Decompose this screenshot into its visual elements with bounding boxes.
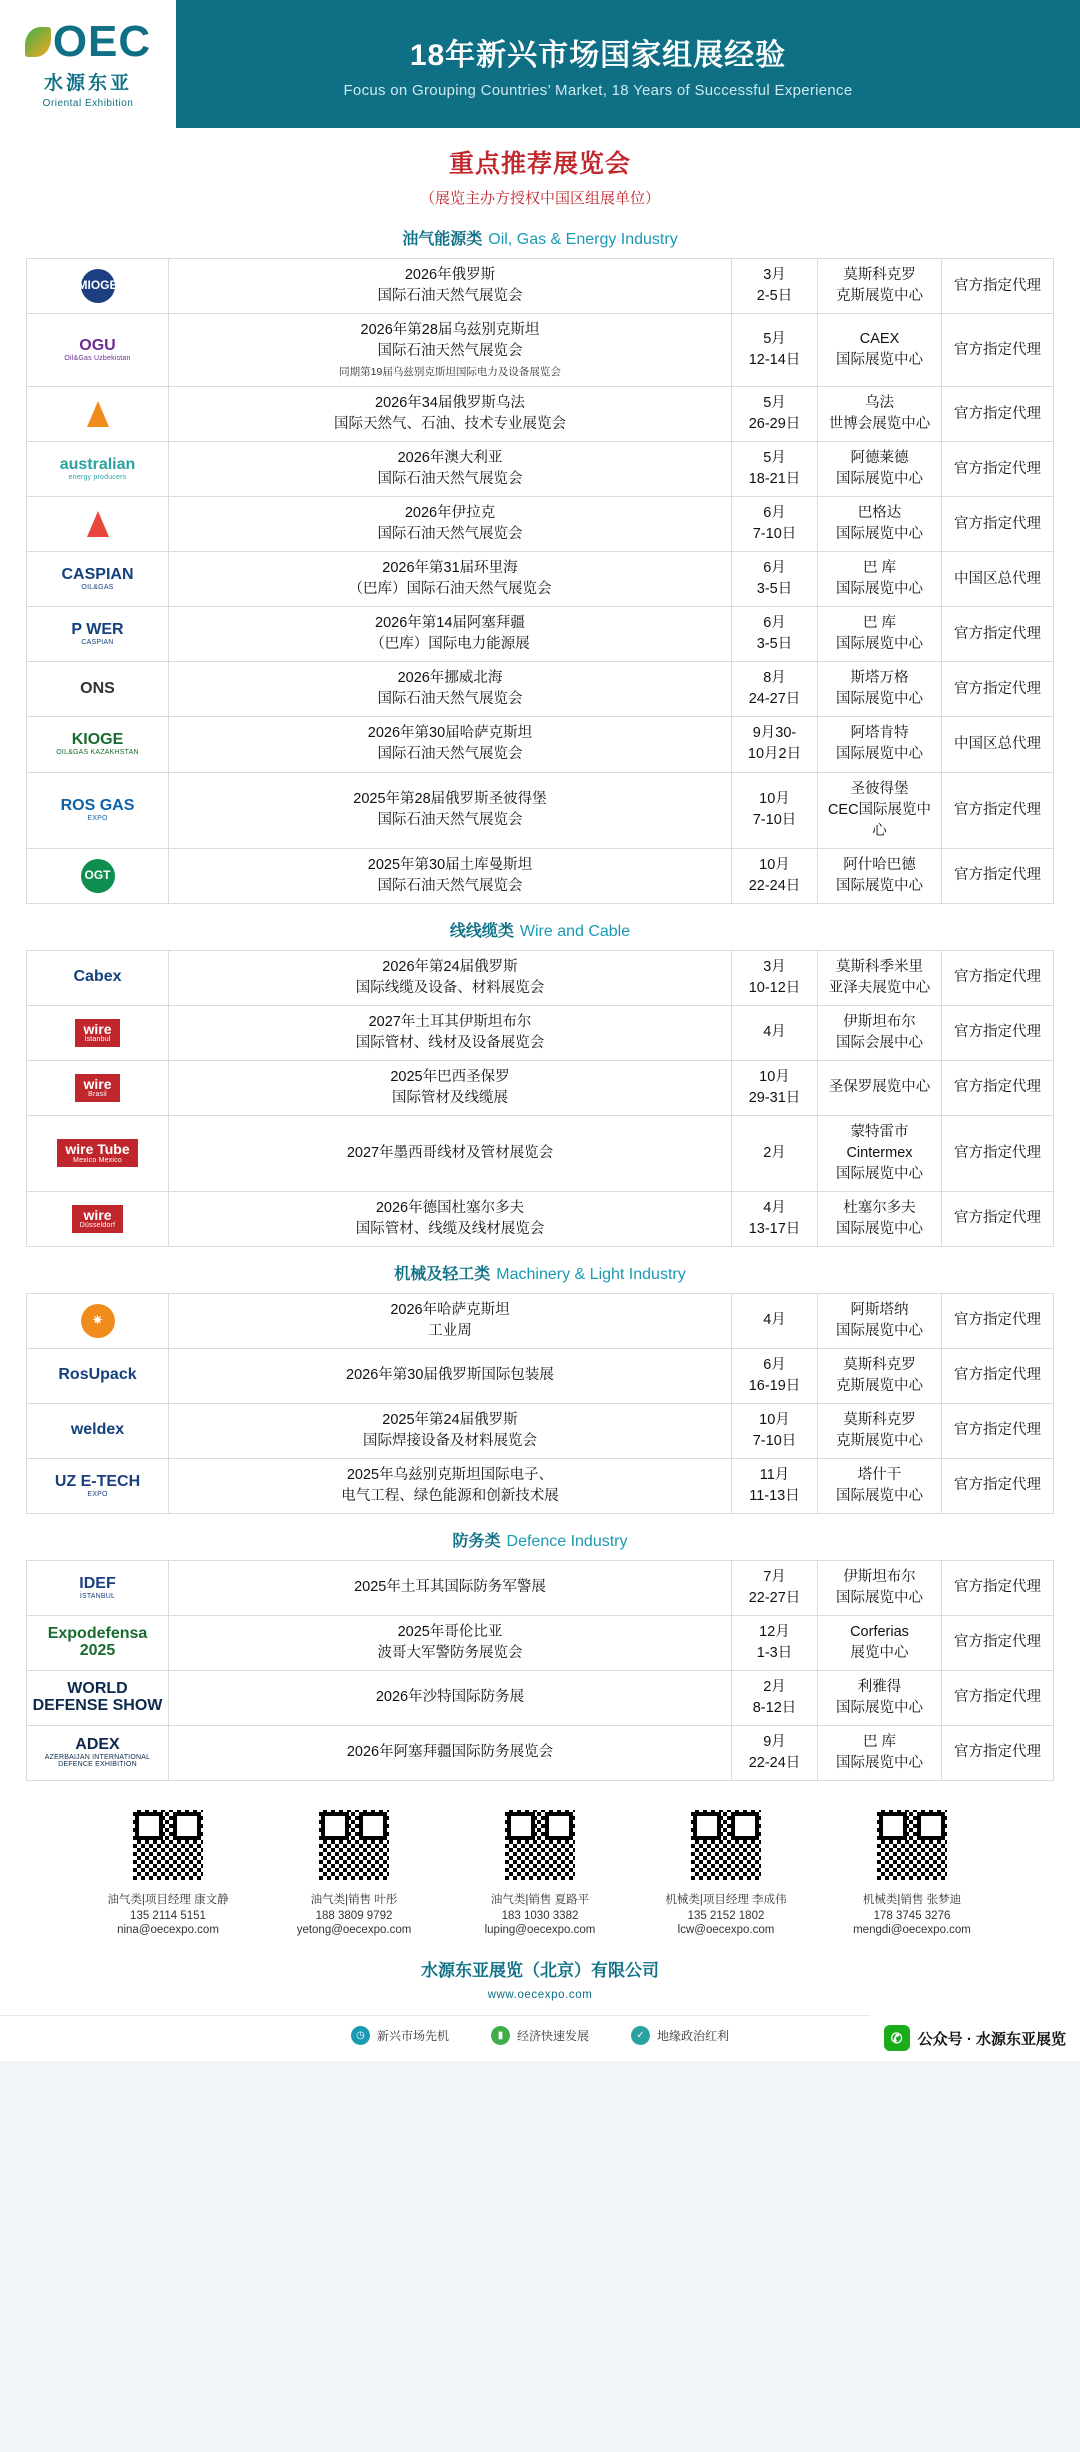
cell-role: 官方指定代理 bbox=[942, 1725, 1054, 1780]
cell-role: 官方指定代理 bbox=[942, 1005, 1054, 1060]
exhibition-logo-icon: OGU Oil&Gas Uzbekistan bbox=[64, 337, 131, 362]
section-heading-1 bbox=[0, 904, 1080, 950]
exhibition-logo-icon: CASPIAN OIL&GAS bbox=[61, 566, 134, 592]
exhibition-logo-icon: RosUpack bbox=[58, 1366, 137, 1384]
flame-icon bbox=[87, 401, 109, 427]
cell-role: 官方指定代理 bbox=[942, 848, 1054, 903]
cell-venue: 阿德莱德 国际展览中心 bbox=[818, 442, 942, 497]
table-row[interactable] bbox=[27, 497, 1054, 552]
exhibition-logo-icon: wire Düsseldorf bbox=[72, 1205, 123, 1233]
contact-card-3 bbox=[651, 1807, 801, 1936]
table-row[interactable] bbox=[27, 442, 1054, 497]
contact-role: 机械类|项目经理 李成伟 bbox=[665, 1894, 787, 1906]
cell-logo bbox=[27, 662, 169, 717]
cell-logo bbox=[27, 1005, 169, 1060]
cell-date: 3月 10-12日 bbox=[732, 950, 818, 1005]
cell-date: 10月 22-24日 bbox=[732, 848, 818, 903]
cell-name: 2025年第24届俄罗斯 国际焊接设备及材料展览会 bbox=[169, 1403, 732, 1458]
exhibition-logo-icon: ADEX AZERBAIJAN INTERNATIONAL DEFENCE EXHIBITION bbox=[44, 1736, 151, 1769]
cell-role: 官方指定代理 bbox=[942, 497, 1054, 552]
cell-name: 2025年哥伦比亚 波哥大军警防务展览会 bbox=[169, 1615, 732, 1670]
cell-logo bbox=[27, 1670, 169, 1725]
contact-phone: 183 1030 3382 bbox=[501, 1910, 579, 1922]
cell-venue: 莫斯科季米里 亚泽夫展览中心 bbox=[818, 950, 942, 1005]
cell-role: 官方指定代理 bbox=[942, 1560, 1054, 1615]
contact-email[interactable]: mengdi@oecexpo.com bbox=[853, 1924, 971, 1936]
contact-role: 油气类|销售 叶彤 bbox=[310, 1894, 398, 1906]
cell-role: 官方指定代理 bbox=[942, 1670, 1054, 1725]
table-row[interactable] bbox=[27, 1615, 1054, 1670]
header-subtitle: Focus on Grouping Countries’ Market, 18 Years of Successful Experience bbox=[343, 81, 853, 99]
exhibition-logo-icon: OGT bbox=[81, 859, 115, 893]
qr-code-icon[interactable] bbox=[502, 1807, 578, 1883]
cell-venue: 伊斯坦布尔 国际展览中心 bbox=[818, 1560, 942, 1615]
cell-venue: 伊斯坦布尔 国际会展中心 bbox=[818, 1005, 942, 1060]
exhibition-logo-icon: weldex bbox=[70, 1421, 125, 1439]
cell-name: 2026年沙特国际防务展 bbox=[169, 1670, 732, 1725]
contact-email[interactable]: nina@oecexpo.com bbox=[117, 1924, 219, 1936]
section-heading-3 bbox=[0, 1514, 1080, 1560]
cell-role: 官方指定代理 bbox=[942, 442, 1054, 497]
contact-email[interactable]: lcw@oecexpo.com bbox=[677, 1924, 775, 1936]
cell-logo bbox=[27, 1293, 169, 1348]
contact-card-2 bbox=[465, 1807, 615, 1936]
section-heading-cn: 油气能源类 bbox=[402, 231, 483, 248]
exhibition-logo-icon: UZ E-TECH EXPO bbox=[54, 1472, 141, 1498]
section-heading-en: Oil, Gas & Energy Industry bbox=[488, 231, 678, 248]
cell-logo bbox=[27, 552, 169, 607]
cell-name: 2026年俄罗斯 国际石油天然气展览会 bbox=[169, 259, 732, 314]
page-subtitle: （展览主办方授权中国区组展单位） bbox=[419, 190, 660, 207]
cell-logo bbox=[27, 1458, 169, 1513]
cell-date: 5月 12-14日 bbox=[732, 314, 818, 387]
logo-cn-text: 水源东亚 bbox=[43, 72, 132, 94]
cell-logo bbox=[27, 1348, 169, 1403]
exhibition-logo-icon: MIOGE bbox=[81, 269, 115, 303]
table-row[interactable] bbox=[27, 1348, 1054, 1403]
cell-logo bbox=[27, 1060, 169, 1115]
cell-logo bbox=[27, 717, 169, 772]
table-row[interactable] bbox=[27, 772, 1054, 848]
cell-name: 2026年第24届俄罗斯 国际线缆及设备、材料展览会 bbox=[169, 950, 732, 1005]
page-footer bbox=[0, 1942, 1080, 2061]
flame-icon bbox=[87, 511, 109, 537]
wechat-badge[interactable] bbox=[870, 2015, 1080, 2061]
logo-mark-text: OEC bbox=[52, 16, 152, 66]
cell-date: 5月 26-29日 bbox=[732, 387, 818, 442]
clock-icon: ◷ bbox=[351, 2026, 370, 2045]
cell-venue: 斯塔万格 国际展览中心 bbox=[818, 662, 942, 717]
cell-note: 同期第19届乌兹别克斯坦国际电力及设备展览会 bbox=[339, 366, 561, 379]
contact-phone: 135 2152 1802 bbox=[687, 1910, 765, 1922]
cell-venue: 阿斯塔纳 国际展览中心 bbox=[818, 1293, 942, 1348]
footer-tagline-0 bbox=[351, 2026, 449, 2045]
contact-card-1 bbox=[279, 1807, 429, 1936]
cell-date: 11月 11-13日 bbox=[732, 1458, 818, 1513]
exhibition-logo-icon: wire Brasil bbox=[75, 1074, 119, 1102]
cell-name: 2027年墨西哥线材及管材展览会 bbox=[169, 1115, 732, 1191]
table-row[interactable] bbox=[27, 1670, 1054, 1725]
cell-name: 2026年第30届俄罗斯国际包装展 bbox=[169, 1348, 732, 1403]
section-heading-cn: 防务类 bbox=[452, 1532, 501, 1550]
leaf-icon bbox=[25, 27, 51, 57]
footer-tagline-label: 新兴市场先机 bbox=[376, 2029, 449, 2043]
table-row[interactable] bbox=[27, 1560, 1054, 1615]
page-title: 重点推荐展览会 bbox=[448, 150, 631, 178]
contact-phone: 178 3745 3276 bbox=[873, 1910, 951, 1922]
section-heading-en: Machinery & Light Industry bbox=[496, 1265, 686, 1283]
contact-role: 油气类|项目经理 康文静 bbox=[107, 1894, 229, 1906]
header-text-block bbox=[176, 30, 1080, 99]
cell-role: 官方指定代理 bbox=[942, 772, 1054, 848]
section-heading-cn: 线线缆类 bbox=[449, 922, 514, 940]
table-row[interactable] bbox=[27, 607, 1054, 662]
cell-role: 官方指定代理 bbox=[942, 1348, 1054, 1403]
exhibition-logo-icon: wire İstanbul bbox=[75, 1019, 119, 1047]
cell-logo bbox=[27, 772, 169, 848]
cell-venue: 圣彼得堡 CEC国际展览中心 bbox=[818, 772, 942, 848]
cell-venue: 杜塞尔多夫 国际展览中心 bbox=[818, 1191, 942, 1246]
cell-date: 6月 7-10日 bbox=[732, 497, 818, 552]
footer-tagline-label: 经济快速发展 bbox=[516, 2029, 589, 2043]
cell-venue: 巴 库 国际展览中心 bbox=[818, 607, 942, 662]
footer-company: 水源东亚展览（北京）有限公司 bbox=[421, 1961, 659, 1980]
cell-date: 4月 bbox=[732, 1005, 818, 1060]
exhibition-logo-icon: ROS GAS EXPO bbox=[60, 796, 135, 822]
contact-card-0 bbox=[93, 1807, 243, 1936]
table-row[interactable] bbox=[27, 1191, 1054, 1246]
cell-name: 2026年挪威北海 国际石油天然气展览会 bbox=[169, 662, 732, 717]
cell-name: 2026年第31届环里海 （巴库）国际石油天然气展览会 bbox=[169, 552, 732, 607]
cell-name: 2026年德国杜塞尔多夫 国际管材、线缆及线材展览会 bbox=[169, 1191, 732, 1246]
cell-logo bbox=[27, 1403, 169, 1458]
cell-logo bbox=[27, 1560, 169, 1615]
table-row[interactable] bbox=[27, 259, 1054, 314]
handshake-icon: ✓ bbox=[631, 2026, 650, 2045]
cell-name: 2026年34届俄罗斯乌法 国际天然气、石油、技术专业展览会 bbox=[169, 387, 732, 442]
cell-name: 2025年乌兹别克斯坦国际电子、 电气工程、绿色能源和创新技术展 bbox=[169, 1458, 732, 1513]
cell-name: 2026年阿塞拜疆国际防务展览会 bbox=[169, 1725, 732, 1780]
qr-code-icon[interactable] bbox=[688, 1807, 764, 1883]
cell-name: 2026年哈萨克斯坦 工业周 bbox=[169, 1293, 732, 1348]
exhibition-logo-icon: Expodefensa 2025 bbox=[47, 1625, 148, 1659]
table-row[interactable] bbox=[27, 717, 1054, 772]
sections-root bbox=[0, 212, 1080, 1781]
cell-name: 2025年第30届土库曼斯坦 国际石油天然气展览会 bbox=[169, 848, 732, 903]
cell-venue: 巴 库 国际展览中心 bbox=[818, 552, 942, 607]
cell-name: 2026年伊拉克 国际石油天然气展览会 bbox=[169, 497, 732, 552]
table-row[interactable] bbox=[27, 1115, 1054, 1191]
cell-venue: 巴格达 国际展览中心 bbox=[818, 497, 942, 552]
cell-role: 官方指定代理 bbox=[942, 314, 1054, 387]
cell-date: 6月 3-5日 bbox=[732, 552, 818, 607]
cell-logo bbox=[27, 1725, 169, 1780]
page-header bbox=[0, 0, 1080, 128]
chart-icon: ▮ bbox=[491, 2026, 510, 2045]
cell-date: 10月 29-31日 bbox=[732, 1060, 818, 1115]
table-row[interactable] bbox=[27, 1725, 1054, 1780]
footer-tagline-2 bbox=[631, 2026, 729, 2045]
cell-logo bbox=[27, 848, 169, 903]
cell-logo bbox=[27, 607, 169, 662]
table-row[interactable] bbox=[27, 1005, 1054, 1060]
cell-role: 官方指定代理 bbox=[942, 1615, 1054, 1670]
cell-venue: 圣保罗展览中心 bbox=[818, 1060, 942, 1115]
contact-phone: 188 3809 9792 bbox=[315, 1910, 393, 1922]
cell-date: 4月 bbox=[732, 1293, 818, 1348]
cell-venue: Corferias 展览中心 bbox=[818, 1615, 942, 1670]
cell-venue: 莫斯科克罗 克斯展览中心 bbox=[818, 1348, 942, 1403]
section-heading-0 bbox=[0, 212, 1080, 258]
exhibition-logo-icon: wire Tube Mexico Mexico bbox=[57, 1139, 137, 1167]
cell-role: 官方指定代理 bbox=[942, 1115, 1054, 1191]
cell-name: 2027年土耳其伊斯坦布尔 国际管材、线材及设备展览会 bbox=[169, 1005, 732, 1060]
cell-date: 8月 24-27日 bbox=[732, 662, 818, 717]
cell-role: 官方指定代理 bbox=[942, 607, 1054, 662]
cell-logo bbox=[27, 314, 169, 387]
cell-role: 官方指定代理 bbox=[942, 1060, 1054, 1115]
cell-date: 10月 7-10日 bbox=[732, 772, 818, 848]
cell-role: 官方指定代理 bbox=[942, 259, 1054, 314]
gear-icon: ✷ bbox=[81, 1304, 115, 1338]
exhibition-table bbox=[26, 950, 1054, 1247]
exhibition-logo-icon: Cabex bbox=[73, 968, 122, 986]
cell-logo bbox=[27, 442, 169, 497]
cell-venue: 莫斯科克罗 克斯展览中心 bbox=[818, 1403, 942, 1458]
contact-email[interactable]: yetong@oecexpo.com bbox=[296, 1924, 412, 1936]
table-row[interactable] bbox=[27, 1293, 1054, 1348]
cell-role: 官方指定代理 bbox=[942, 387, 1054, 442]
contact-email[interactable]: luping@oecexpo.com bbox=[484, 1924, 596, 1936]
exhibition-logo-icon: australian energy producers bbox=[59, 456, 136, 482]
contact-role: 机械类|销售 张梦迪 bbox=[862, 1894, 962, 1906]
cell-venue: 阿塔肯特 国际展览中心 bbox=[818, 717, 942, 772]
cell-venue: 莫斯科克罗 克斯展览中心 bbox=[818, 259, 942, 314]
exhibition-logo-icon: P WER CASPIAN bbox=[71, 621, 124, 647]
exhibition-logo-icon: IDEF İSTANBUL bbox=[79, 1574, 116, 1600]
cell-logo bbox=[27, 950, 169, 1005]
section-heading-2 bbox=[0, 1247, 1080, 1293]
qr-code-icon[interactable] bbox=[874, 1807, 950, 1883]
wechat-label: 公众号 · 水源东亚展览 bbox=[917, 2030, 1066, 2048]
title-block bbox=[0, 128, 1080, 212]
section-heading-en: Wire and Cable bbox=[519, 922, 631, 940]
cell-venue: 巴 库 国际展览中心 bbox=[818, 1725, 942, 1780]
table-row[interactable] bbox=[27, 1458, 1054, 1513]
cell-date: 4月 13-17日 bbox=[732, 1191, 818, 1246]
header-title: 18年新兴市场国家组展经验 bbox=[409, 38, 787, 72]
qr-code-icon[interactable] bbox=[316, 1807, 392, 1883]
cell-role: 官方指定代理 bbox=[942, 1191, 1054, 1246]
exhibition-logo-icon: KIOGE OIL&GAS KAZAKHSTAN bbox=[56, 731, 139, 757]
cell-date: 9月30- 10月2日 bbox=[732, 717, 818, 772]
cell-name: 2026年澳大利亚 国际石油天然气展览会 bbox=[169, 442, 732, 497]
cell-venue: 利雅得 国际展览中心 bbox=[818, 1670, 942, 1725]
table-row[interactable] bbox=[27, 552, 1054, 607]
footer-website[interactable]: www.oecexpo.com bbox=[487, 1989, 593, 2001]
cell-logo bbox=[27, 497, 169, 552]
table-row[interactable] bbox=[27, 1060, 1054, 1115]
footer-tagline-label: 地缘政治红利 bbox=[657, 2029, 730, 2043]
cell-role: 官方指定代理 bbox=[942, 950, 1054, 1005]
cell-date: 6月 3-5日 bbox=[732, 607, 818, 662]
cell-date: 9月 22-24日 bbox=[732, 1725, 818, 1780]
cell-venue: 塔什干 国际展览中心 bbox=[818, 1458, 942, 1513]
cell-logo bbox=[27, 1615, 169, 1670]
exhibition-table bbox=[26, 1560, 1054, 1781]
cell-logo bbox=[27, 1115, 169, 1191]
exhibition-table bbox=[26, 1293, 1054, 1514]
cell-logo bbox=[27, 259, 169, 314]
cell-date: 6月 16-19日 bbox=[732, 1348, 818, 1403]
cell-role: 官方指定代理 bbox=[942, 1293, 1054, 1348]
cell-venue: 阿什哈巴德 国际展览中心 bbox=[818, 848, 942, 903]
section-table-wrap-0 bbox=[0, 258, 1080, 904]
cell-name: 2025年巴西圣保罗 国际管材及线缆展 bbox=[169, 1060, 732, 1115]
cell-venue: 蒙特雷市Cintermex 国际展览中心 bbox=[818, 1115, 942, 1191]
cell-name: 2026年第14届阿塞拜疆 （巴库）国际电力能源展 bbox=[169, 607, 732, 662]
logo-mark bbox=[25, 16, 152, 66]
table-row[interactable] bbox=[27, 950, 1054, 1005]
section-heading-cn: 机械及轻工类 bbox=[394, 1265, 491, 1283]
section-table-wrap-2 bbox=[0, 1293, 1080, 1514]
logo-en-text: Oriental Exhibition bbox=[42, 97, 134, 109]
cell-name: 2025年土耳其国际防务军警展 bbox=[169, 1560, 732, 1615]
cell-name: 2025年第28届俄罗斯圣彼得堡 国际石油天然气展览会 bbox=[169, 772, 732, 848]
cell-date: 7月 22-27日 bbox=[732, 1560, 818, 1615]
table-row[interactable] bbox=[27, 662, 1054, 717]
cell-role: 官方指定代理 bbox=[942, 1403, 1054, 1458]
qr-code-icon[interactable] bbox=[130, 1807, 206, 1883]
company-logo bbox=[0, 0, 176, 128]
exhibition-logo-icon: ONS bbox=[80, 680, 115, 698]
table-row[interactable] bbox=[27, 387, 1054, 442]
contacts-row bbox=[0, 1781, 1080, 1942]
cell-date: 5月 18-21日 bbox=[732, 442, 818, 497]
cell-venue: CAEX 国际展览中心 bbox=[818, 314, 942, 387]
cell-role: 官方指定代理 bbox=[942, 662, 1054, 717]
wechat-icon: ✆ bbox=[884, 2025, 910, 2051]
cell-logo bbox=[27, 387, 169, 442]
exhibition-logo-icon: WORLD DEFENSE SHOW bbox=[32, 1680, 163, 1714]
contact-card-4 bbox=[837, 1807, 987, 1936]
table-row[interactable] bbox=[27, 1403, 1054, 1458]
cell-date: 3月 2-5日 bbox=[732, 259, 818, 314]
cell-date: 2月 bbox=[732, 1115, 818, 1191]
footer-tagline-1 bbox=[491, 2026, 589, 2045]
section-table-wrap-1 bbox=[0, 950, 1080, 1247]
cell-name: 2026年第30届哈萨克斯坦 国际石油天然气展览会 bbox=[169, 717, 732, 772]
contact-role: 油气类|销售 夏路平 bbox=[490, 1894, 590, 1906]
table-row[interactable] bbox=[27, 848, 1054, 903]
section-heading-en: Defence Industry bbox=[506, 1532, 628, 1550]
cell-role: 官方指定代理 bbox=[942, 1458, 1054, 1513]
table-row[interactable] bbox=[27, 314, 1054, 387]
cell-role: 中国区总代理 bbox=[942, 717, 1054, 772]
contact-phone: 135 2114 5151 bbox=[130, 1910, 206, 1922]
cell-venue: 乌法 世博会展览中心 bbox=[818, 387, 942, 442]
cell-date: 2月 8-12日 bbox=[732, 1670, 818, 1725]
exhibition-table bbox=[26, 258, 1054, 904]
cell-role: 中国区总代理 bbox=[942, 552, 1054, 607]
cell-date: 12月 1-3日 bbox=[732, 1615, 818, 1670]
cell-name: 2026年第28届乌兹别克斯坦 国际石油天然气展览会 同期第19届乌兹别克斯坦国际电力及设备展览会 bbox=[169, 314, 732, 387]
cell-date: 10月 7-10日 bbox=[732, 1403, 818, 1458]
section-table-wrap-3 bbox=[0, 1560, 1080, 1781]
cell-logo bbox=[27, 1191, 169, 1246]
